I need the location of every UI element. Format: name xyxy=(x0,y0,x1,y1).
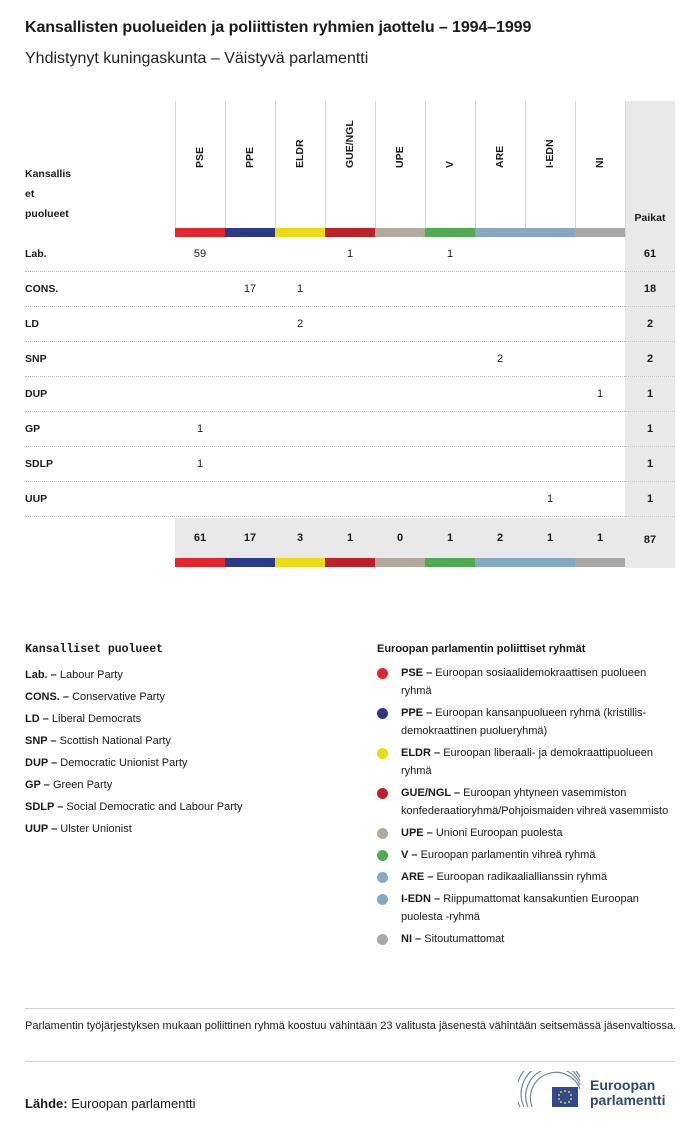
party-code: LD – xyxy=(25,713,49,725)
group-color-swatch xyxy=(325,228,375,237)
group-header-wrap xyxy=(192,108,206,168)
party-code: SNP – xyxy=(25,735,57,747)
group-color-swatch xyxy=(575,558,625,567)
corner-label-line: Kansallis xyxy=(25,168,72,180)
footnote: Parlamentin työjärjestyksen mukaan poliittinen ryhmä koostuu vähintään 23 valitusta jäsenestä vähintään seitsemässä jäsenvaltiossa. xyxy=(25,1020,677,1032)
seat-cell: 59 xyxy=(193,248,207,260)
national-parties-header xyxy=(25,164,85,224)
group-name: Riippumattomat kansakuntien Euroopan puolesta -ryhmä xyxy=(401,893,639,923)
group-color-dot xyxy=(377,828,388,839)
logo-line: parlamentti xyxy=(590,1092,666,1108)
group-name: Euroopan kansanpuolueen ryhmä (kristillis-demokraattinen puolueryhmä) xyxy=(401,707,647,737)
group-legend-item xyxy=(377,846,677,864)
group-color-swatch xyxy=(425,558,475,567)
group-header xyxy=(375,101,425,226)
group-legend-item xyxy=(377,868,677,886)
group-header-wrap xyxy=(242,108,256,168)
group-legend-item xyxy=(377,744,677,780)
group-color-swatch xyxy=(225,558,275,567)
group-header-wrap xyxy=(392,108,406,168)
table-row xyxy=(25,377,675,412)
row-total: 1 xyxy=(646,493,654,505)
row-total: 1 xyxy=(646,388,654,400)
table-row xyxy=(25,307,675,342)
national-parties-legend-title: Kansalliset puolueet xyxy=(25,643,164,656)
group-color-swatch xyxy=(525,558,575,567)
national-parties-legend xyxy=(25,664,242,840)
row-total: 61 xyxy=(643,248,657,260)
national-party-legend-item xyxy=(25,818,242,840)
page-title: Kansallisten puolueiden ja poliittisten ryhmien jaottelu – 1994–1999 xyxy=(25,19,532,36)
group-code: ARE – xyxy=(401,871,434,883)
column-total: 17 xyxy=(243,532,257,544)
group-name: Unioni Euroopan puolesta xyxy=(435,827,563,839)
group-legend-item xyxy=(377,890,677,926)
group-code: ARE xyxy=(494,145,506,168)
column-total: 2 xyxy=(496,532,504,544)
group-header xyxy=(575,101,625,226)
group-code: UPE xyxy=(394,146,406,168)
corner-label-line: et xyxy=(25,188,35,200)
group-code: GUE/NGL – xyxy=(401,787,461,799)
group-name: Euroopan sosiaalidemokraattisen puolueen ryhmä xyxy=(401,667,647,697)
group-color-swatch xyxy=(175,228,225,237)
party-code: SDLP xyxy=(25,458,54,470)
group-color-swatch xyxy=(275,228,325,237)
row-total: 18 xyxy=(643,283,657,295)
party-code: CONS. xyxy=(25,283,59,295)
source-label: Lähde: xyxy=(25,1096,68,1111)
seat-cell: 1 xyxy=(196,458,204,470)
group-name: Sitoutumattomat xyxy=(424,933,505,945)
group-legend-item xyxy=(377,824,677,842)
party-code: LD xyxy=(25,318,39,330)
divider xyxy=(25,1061,675,1062)
column-total: 1 xyxy=(346,532,354,544)
group-code: I-EDN xyxy=(544,139,556,168)
column-total: 1 xyxy=(446,532,454,544)
group-color-dot xyxy=(377,850,388,861)
national-party-legend-item xyxy=(25,708,242,730)
party-code: CONS. – xyxy=(25,691,70,703)
grand-total: 87 xyxy=(643,534,657,546)
group-code: UPE – xyxy=(401,827,433,839)
national-party-legend-item xyxy=(25,686,242,708)
seat-cell: 17 xyxy=(243,283,257,295)
group-code: GUE/NGL xyxy=(344,120,356,168)
corner-label-line: puolueet xyxy=(25,208,69,220)
group-header-wrap xyxy=(542,108,556,168)
party-name: Labour Party xyxy=(59,669,123,681)
table-row xyxy=(25,342,675,377)
row-total: 1 xyxy=(646,458,654,470)
group-header xyxy=(175,101,225,226)
group-code: I-EDN – xyxy=(401,893,441,905)
group-legend-item xyxy=(377,704,677,740)
column-total: 1 xyxy=(596,532,604,544)
row-separator xyxy=(25,516,625,517)
group-color-swatch xyxy=(375,558,425,567)
group-color-swatch xyxy=(325,558,375,567)
row-total: 2 xyxy=(646,353,654,365)
national-party-legend-item xyxy=(25,664,242,686)
group-code: PSE xyxy=(194,146,206,168)
column-total: 0 xyxy=(396,532,404,544)
national-party-legend-item xyxy=(25,730,242,752)
national-party-legend-item xyxy=(25,774,242,796)
group-color-dot xyxy=(377,788,388,799)
row-separator xyxy=(625,516,675,517)
seat-cell: 1 xyxy=(446,248,454,260)
group-header-wrap xyxy=(442,108,456,168)
group-color-swatch xyxy=(575,228,625,237)
row-total: 1 xyxy=(646,423,654,435)
table-row xyxy=(25,412,675,447)
national-party-legend-item xyxy=(25,796,242,818)
group-color-dot xyxy=(377,894,388,905)
group-legend-item xyxy=(377,930,677,948)
group-header xyxy=(225,101,275,226)
group-code: PPE xyxy=(244,146,256,168)
group-color-swatch xyxy=(375,228,425,237)
seats-header: Paikat xyxy=(634,212,666,224)
group-code: ELDR – xyxy=(401,747,441,759)
party-code: SNP xyxy=(25,353,47,365)
group-color-dot xyxy=(377,934,388,945)
party-name: Liberal Democrats xyxy=(51,713,142,725)
group-header-wrap xyxy=(492,108,506,168)
logo-text xyxy=(590,1078,665,1108)
group-color-dot xyxy=(377,708,388,719)
party-name: Ulster Unionist xyxy=(60,823,132,835)
column-total: 61 xyxy=(193,532,207,544)
party-code: Lab. – xyxy=(25,669,57,681)
row-total: 2 xyxy=(646,318,654,330)
group-color-swatch xyxy=(175,558,225,567)
group-code: ELDR xyxy=(294,139,306,168)
group-code: PSE – xyxy=(401,667,433,679)
group-color-swatch xyxy=(225,228,275,237)
group-code: NI xyxy=(594,157,606,168)
seat-cell: 1 xyxy=(596,388,604,400)
seat-cell: 1 xyxy=(546,493,554,505)
seat-cell: 2 xyxy=(496,353,504,365)
group-color-swatch xyxy=(525,228,575,237)
group-color-swatch xyxy=(275,558,325,567)
party-name: Conservative Party xyxy=(72,691,166,703)
group-header xyxy=(275,101,325,226)
group-legend-item xyxy=(377,664,677,700)
divider xyxy=(25,1008,675,1009)
group-header xyxy=(475,101,525,226)
group-color-dot xyxy=(377,668,388,679)
party-name: Scottish National Party xyxy=(59,735,171,747)
logo-line: Euroopan xyxy=(590,1077,656,1093)
group-color-swatch xyxy=(425,228,475,237)
group-color-dot xyxy=(377,872,388,883)
table-row xyxy=(25,447,675,482)
party-name: Social Democratic and Labour Party xyxy=(66,801,243,813)
group-code: V – xyxy=(401,849,418,861)
seat-cell: 1 xyxy=(296,283,304,295)
table-row xyxy=(25,272,675,307)
groups-legend xyxy=(377,664,677,952)
group-header xyxy=(525,101,575,226)
party-code: UUP – xyxy=(25,823,58,835)
group-code: V xyxy=(444,160,456,168)
group-name: Euroopan radikaaliallianssin ryhmä xyxy=(436,871,608,883)
group-code: PPE – xyxy=(401,707,433,719)
party-code: DUP xyxy=(25,388,48,400)
group-name: Euroopan yhtyneen vasemmiston konfederaatioryhmä/Pohjoismaiden vihreä vasemmisto xyxy=(401,787,669,817)
column-total: 3 xyxy=(296,532,304,544)
parliament-hemicycle-icon xyxy=(518,1071,586,1111)
source xyxy=(25,1096,196,1111)
group-name: Euroopan parlamentin vihreä ryhmä xyxy=(420,849,596,861)
seat-cell: 1 xyxy=(196,423,204,435)
party-code: GP xyxy=(25,423,41,435)
party-code: DUP – xyxy=(25,757,58,769)
page-subtitle: Yhdistynyt kuningaskunta – Väistyvä parlamentti xyxy=(25,50,369,67)
group-header-wrap xyxy=(292,108,306,168)
party-code: UUP xyxy=(25,493,48,505)
seat-cell: 2 xyxy=(296,318,304,330)
table-row xyxy=(25,237,675,272)
party-code: Lab. xyxy=(25,248,47,260)
group-color-swatch xyxy=(475,228,525,237)
party-code: SDLP – xyxy=(25,801,64,813)
group-header-wrap xyxy=(342,108,356,168)
group-name: Euroopan liberaali- ja demokraattipuolueen ryhmä xyxy=(401,747,653,777)
seat-cell: 1 xyxy=(346,248,354,260)
party-name: Democratic Unionist Party xyxy=(60,757,188,769)
table-row xyxy=(25,482,675,517)
group-code: NI – xyxy=(401,933,422,945)
group-header xyxy=(425,101,475,226)
ep-logo xyxy=(518,1071,688,1111)
national-party-legend-item xyxy=(25,752,242,774)
column-total: 1 xyxy=(546,532,554,544)
group-header xyxy=(325,101,375,226)
source-value: Euroopan parlamentti xyxy=(71,1096,196,1111)
group-header-wrap xyxy=(592,108,606,168)
group-legend-item xyxy=(377,784,677,820)
party-name: Green Party xyxy=(52,779,113,791)
group-color-swatch xyxy=(475,558,525,567)
party-code: GP – xyxy=(25,779,50,791)
group-color-dot xyxy=(377,748,388,759)
groups-legend-title: Euroopan parlamentin poliittiset ryhmät xyxy=(377,643,586,655)
